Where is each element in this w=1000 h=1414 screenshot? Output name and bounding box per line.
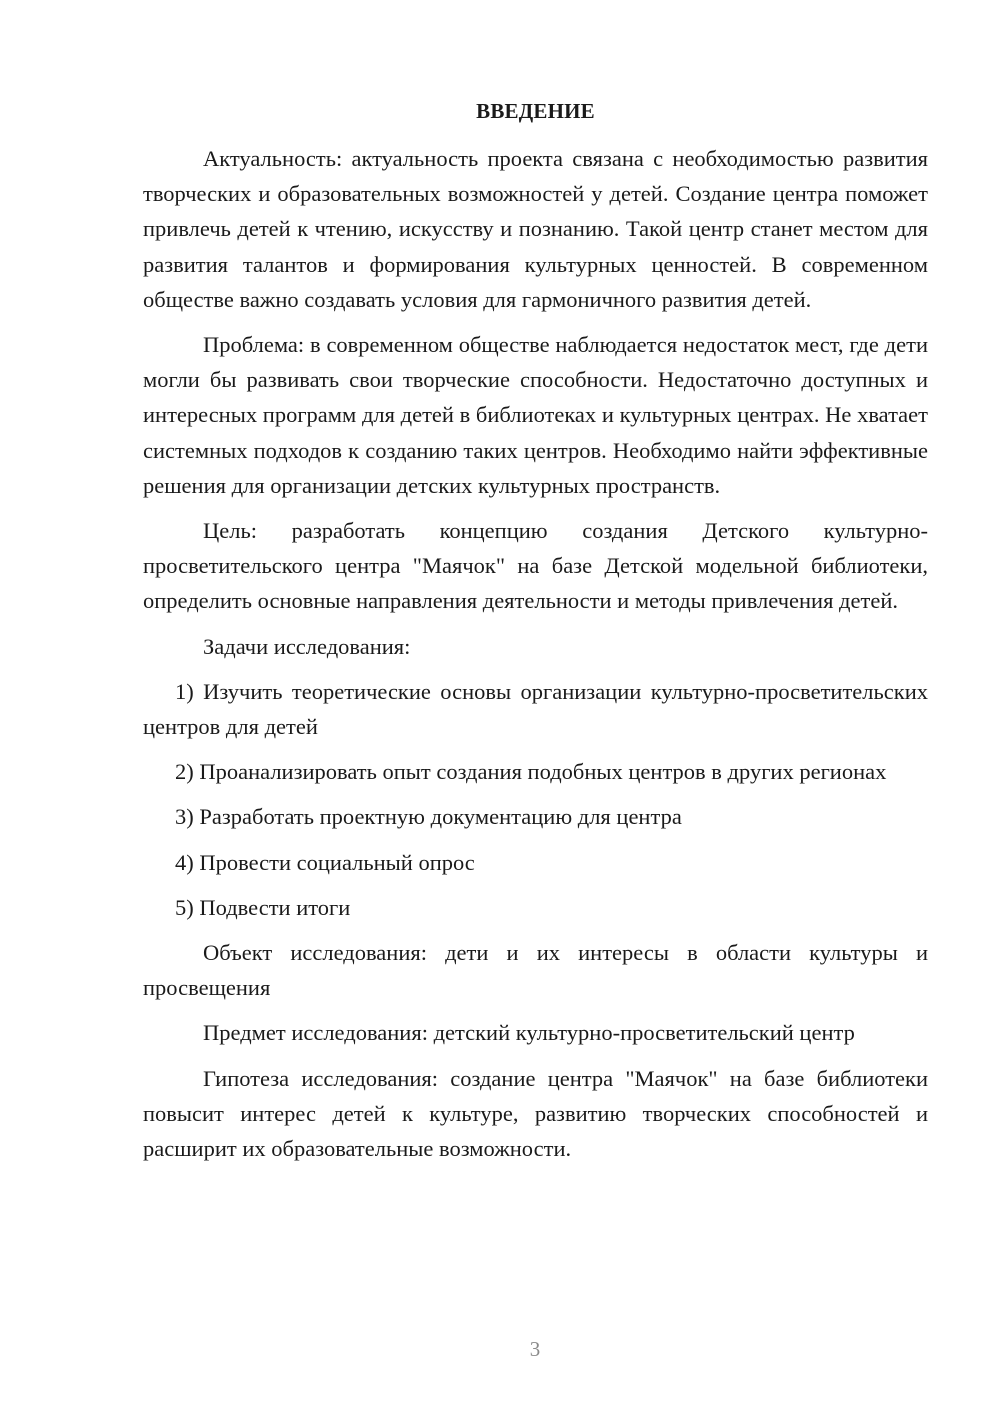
paragraph-goal: Цель: разработать концепцию создания Детского культурно-просветительского центра "Маячок" на базе Детской модельной библиотеки, определить основные направления деятельности и методы привлечения детей. <box>143 518 928 614</box>
list-item-task-2: 2) Проанализировать опыт создания подобных центров в других регионах <box>175 759 887 785</box>
page-number: 3 <box>529 1337 541 1361</box>
list-item-task-3: 3) Разработать проектную документацию для центра <box>175 804 682 830</box>
paragraph-tasks-heading: Задачи исследования: <box>203 633 411 659</box>
list-item-task-4: 4) Провести социальный опрос <box>175 849 475 875</box>
document-body <box>143 141 928 1176</box>
list-item-task-5: 5) Подвести итоги <box>175 894 351 920</box>
page-title: ВВЕДЕНИЕ <box>476 99 595 123</box>
paragraph-hypothesis: Гипотеза исследования: создание центра "Маячок" на базе библиотеки повысит интерес детей к культуре, развитию творческих способностей и расширит их образовательные возможности. <box>143 1065 928 1162</box>
paragraph-subject: Предмет исследования: детский культурно-просветительский центр <box>203 1020 855 1046</box>
paragraph-relevance: Актуальность: актуальность проекта связана с необходимостью развития творческих и образовательных возможностей у детей. Создание центра поможет привлечь детей к чтению, искусству и познанию. Такой центр станет местом для развития талантов и формирования культурных ценностей. В современном обществе важно создавать условия для гармоничного развития детей. <box>143 146 928 312</box>
paragraph-object: Объект исследования: дети и их интересы в области культуры и просвещения <box>143 940 928 1001</box>
list-item-task-1: 1) Изучить теоретические основы организации культурно-просветительских центров для детей <box>143 678 928 740</box>
paragraph-problem: Проблема: в современном обществе наблюдается недостаток мест, где дети могли бы развивать свои творческие способности. Недостаточно доступных и интересных программ для детей в библиотеках и культурных центрах. Не хватает системных подходов к созданию таких центров. Необходимо найти эффективные решения для организации детских культурных пространств. <box>143 332 928 498</box>
